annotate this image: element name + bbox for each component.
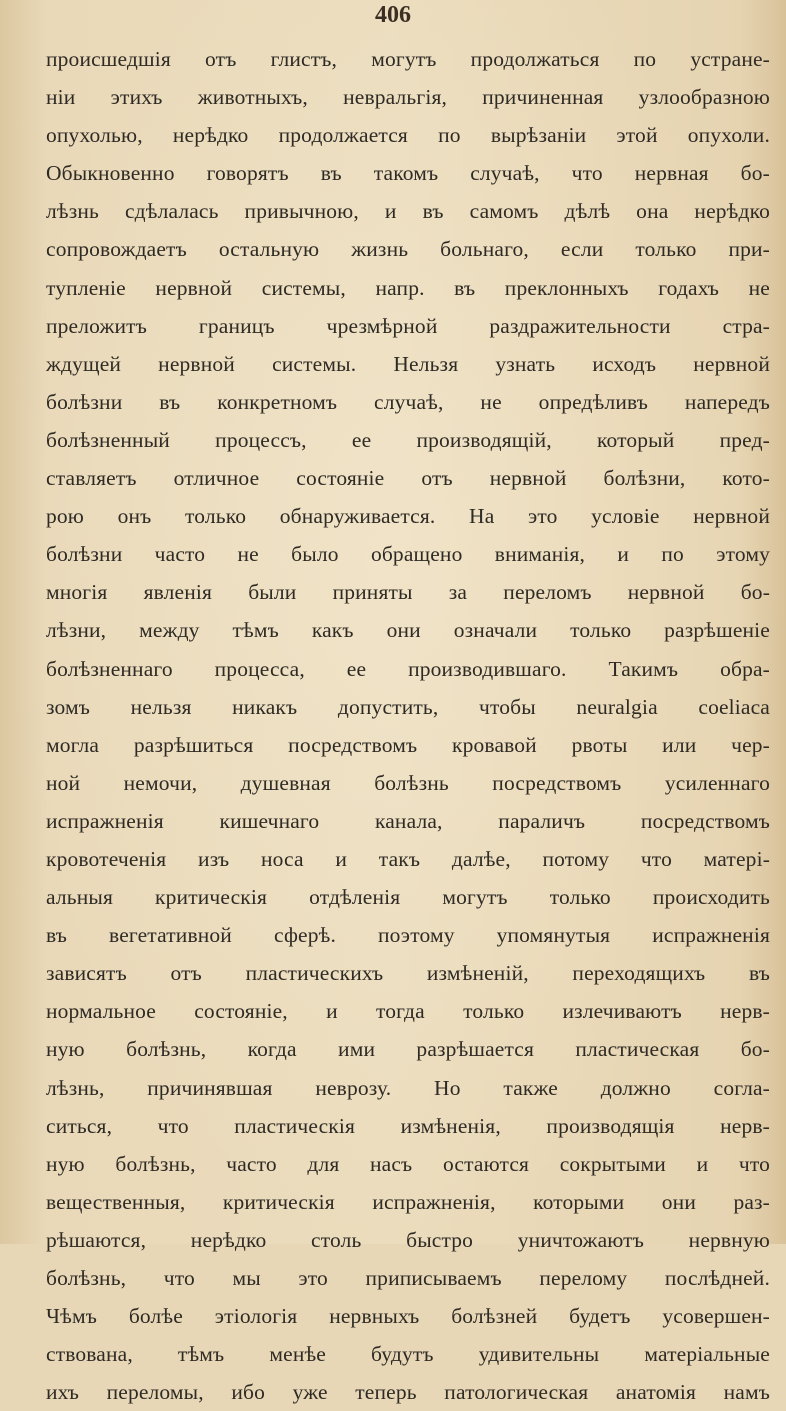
text-line: ситься, что пластическія измѣненія, производящія нерв- [46, 1113, 770, 1138]
text-line: кровотеченія изъ носа и такъ далѣе, потому что матері- [46, 846, 770, 871]
text-line: зомъ нельзя никакъ допустить, чтобы neuralgia coeliaca [46, 694, 770, 719]
text-line: нормальное состояніе, и тогда только излечиваютъ нерв- [46, 999, 770, 1024]
text-line: болѣзненный процессъ, ее производящій, который пред- [46, 427, 770, 452]
text-line: Обыкновенно говорятъ въ такомъ случаѣ, что нервная бо- [46, 161, 770, 186]
text-line: опухолью, нерѣдко продолжается по вырѣзаніи этой опухоли. [46, 123, 770, 148]
text-line: могла разрѣшиться посредствомъ кровавой рвоты или чер- [46, 732, 770, 757]
text-line: болѣзнь, что мы это приписываемъ перелому послѣдней. [46, 1266, 770, 1290]
text-line: ной немочи, душевная болѣзнь посредствомъ усиленнаго [46, 770, 770, 795]
text-line: вещественныя, критическія испражненія, которыми они раз- [46, 1189, 770, 1214]
text-line: лѣзни, между тѣмъ какъ они означали только разрѣшеніе [46, 618, 770, 643]
page-text [46, 40, 770, 1411]
text-line: болѣзни въ конкретномъ случаѣ, не опредѣливъ напередъ [46, 389, 770, 414]
text-line: преложитъ границъ чрезмѣрной раздражительности стра- [46, 313, 770, 338]
text-line: ждущей нервной системы. Нельзя узнать исходъ нервной [46, 351, 770, 376]
text-line: ную болѣзнь, когда ими разрѣшается пластическая бо- [46, 1037, 770, 1062]
text-line: рѣшаются, нерѣдко столь быстро уничтожаютъ нервную [46, 1227, 770, 1252]
text-line: тупленіе нервной системы, напр. въ преклонныхъ годахъ не [46, 275, 770, 300]
text-line: болѣзненнаго процесса, ее производившаго. Такимъ обра- [46, 656, 770, 681]
text-line: въ вегетативной сферѣ. поэтому упомянутыя испражненія [46, 923, 770, 948]
text-line: лѣзнь, причинявшая неврозу. Но также должно согла- [46, 1075, 770, 1100]
text-line: болѣзни часто не было обращено вниманія, и по этому [46, 542, 770, 567]
text-line: ставляетъ отличное состояніе отъ нервной болѣзни, кото- [46, 466, 770, 491]
text-line: ствована, тѣмъ менѣе будутъ удивительны матеріальные [46, 1342, 770, 1367]
text-line: ную болѣзнь, часто для насъ остаются сокрытыми и что [46, 1151, 770, 1176]
text-line: многія явленія были приняты за переломъ нервной бо- [46, 580, 770, 605]
text-line: происшедшія отъ глистъ, могутъ продолжаться по устране- [46, 47, 770, 71]
text-line: сопровождаетъ остальную жизнь больнаго, если только при- [46, 237, 770, 262]
page-number: 406 [375, 2, 411, 28]
text-line: альныя критическія отдѣленія могутъ только происходить [46, 885, 770, 910]
text-line: ніи этихъ животныхъ, невральгія, причиненная узлообразною [46, 85, 770, 110]
text-line: лѣзнь сдѣлалась привычною, и въ самомъ дѣлѣ она нерѣдко [46, 199, 770, 224]
text-line: испражненія кишечнаго канала, параличъ посредствомъ [46, 808, 770, 833]
text-line: рою онъ только обнаруживается. На это условіе нервной [46, 504, 770, 529]
text-line: ихъ переломы, ибо уже теперь патологическая анатомія намъ [46, 1380, 770, 1405]
text-line: Чѣмъ болѣе этіологія нервныхъ болѣзней будетъ усовершен- [46, 1304, 770, 1329]
text-line: зависятъ отъ пластическихъ измѣненій, переходящихъ въ [46, 961, 770, 986]
